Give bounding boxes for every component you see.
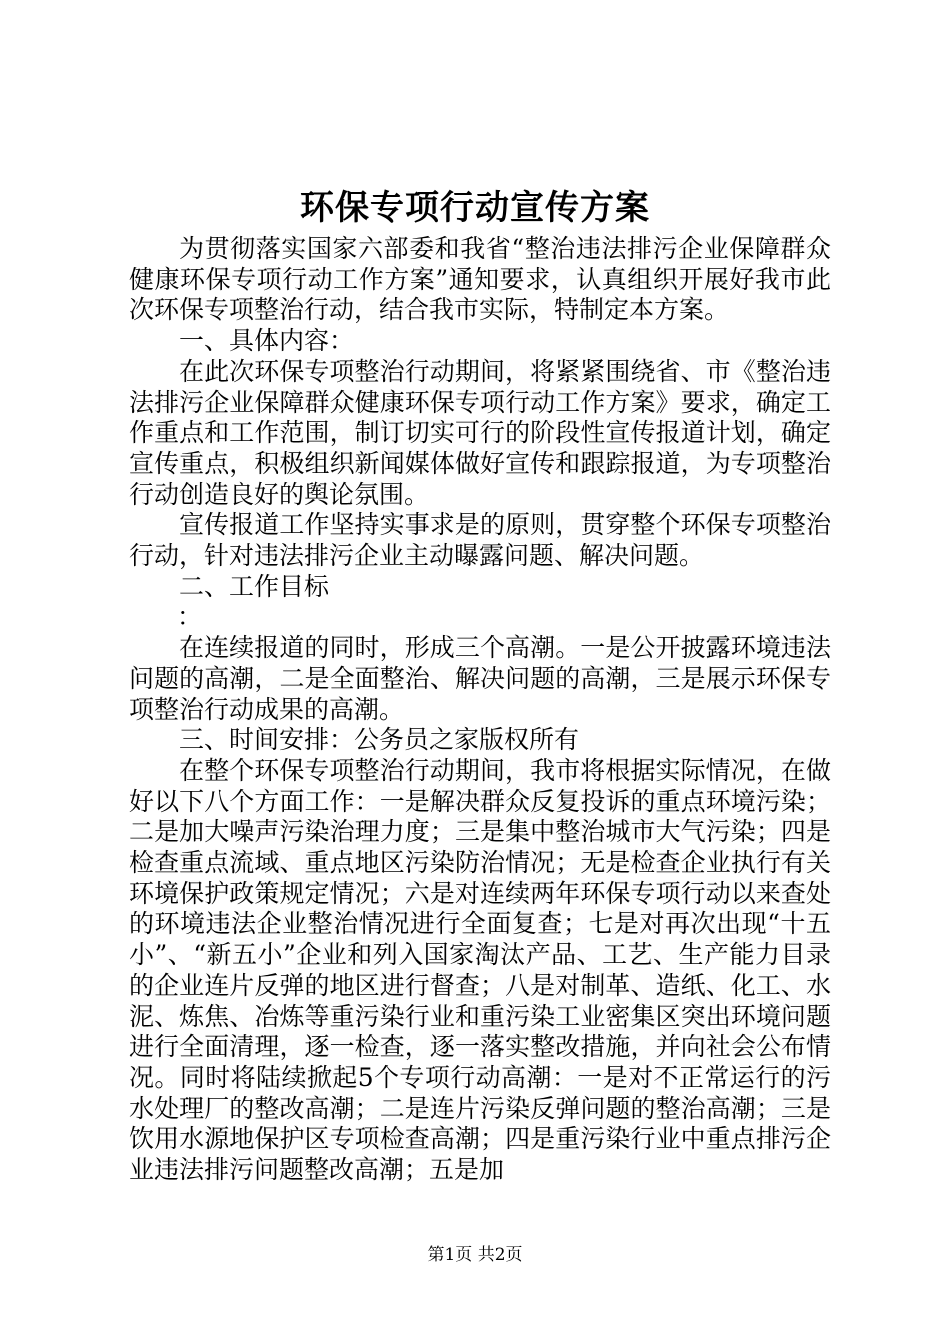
paragraph-goals: 在连续报道的同时，形成三个高潮。一是公开披露环境违法问题的高潮，二是全面整治、解决问题的高潮，三是展示环保专项整治行动成果的高潮。: [129, 633, 831, 724]
page-footer: 第1页 共2页: [427, 1245, 523, 1265]
paragraph-content: 在此次环保专项整治行动期间，将紧紧围绕省、市《整治违法排污企业保障群众健康环保专项行动工作方案》要求，确定工作重点和工作范围，制订切实可行的阶段性宣传报道计划，确定宣传重点，积极组织新闻媒体做好宣传和跟踪报道，为专项整治行动创造良好的舆论氛围。: [129, 356, 831, 509]
section-heading-goals: 二、工作目标: [179, 571, 330, 601]
section-heading-content: 一、具体内容：: [179, 326, 355, 356]
stray-colon: ：: [177, 602, 203, 632]
section-heading-schedule: 三、时间安排：公务员之家版权所有: [179, 725, 580, 755]
document-title: 环保专项行动宣传方案: [300, 188, 650, 228]
document-body: [129, 234, 831, 1186]
paragraph-principle: 宣传报道工作坚持实事求是的原则，贯穿整个环保专项整治行动，针对违法排污企业主动曝露问题、解决问题。: [129, 510, 831, 571]
paragraph-schedule: 在整个环保专项整治行动期间，我市将根据实际情况，在做好以下八个方面工作：一是解决群众反复投诉的重点环境污染；二是加大噪声污染治理力度；三是集中整治城市大气污染；四是检查重点流域、重点地区污染防治情况；无是检查企业执行有关环境保护政策规定情况；六是对连续两年环保专项行动以来查处的环境违法企业整治情况进行全面复查；七是对再次出现“十五小”、“新五小”企业和列入国家淘汰产品、工艺、生产能力目录的企业连片反弹的地区进行督查；八是对制革、造纸、化工、水泥、炼焦、冶炼等重污染行业和重污染工业密集区突出环境问题进行全面清理，逐一检查，逐一落实整改措施，并向社会公布情况。同时将陆续掀起5个专项行动高潮：一是对不正常运行的污水处理厂的整改高潮；二是连片污染反弹问题的整治高潮；三是饮用水源地保护区专项检查高潮；四是重污染行业中重点排污企业违法排污问题整改高潮；五是加: [129, 755, 831, 1185]
paragraph-intro: 为贯彻落实国家六部委和我省“整治违法排污企业保障群众健康环保专项行动工作方案”通知要求，认真组织开展好我市此次环保专项整治行动，结合我市实际，特制定本方案。: [129, 234, 831, 325]
